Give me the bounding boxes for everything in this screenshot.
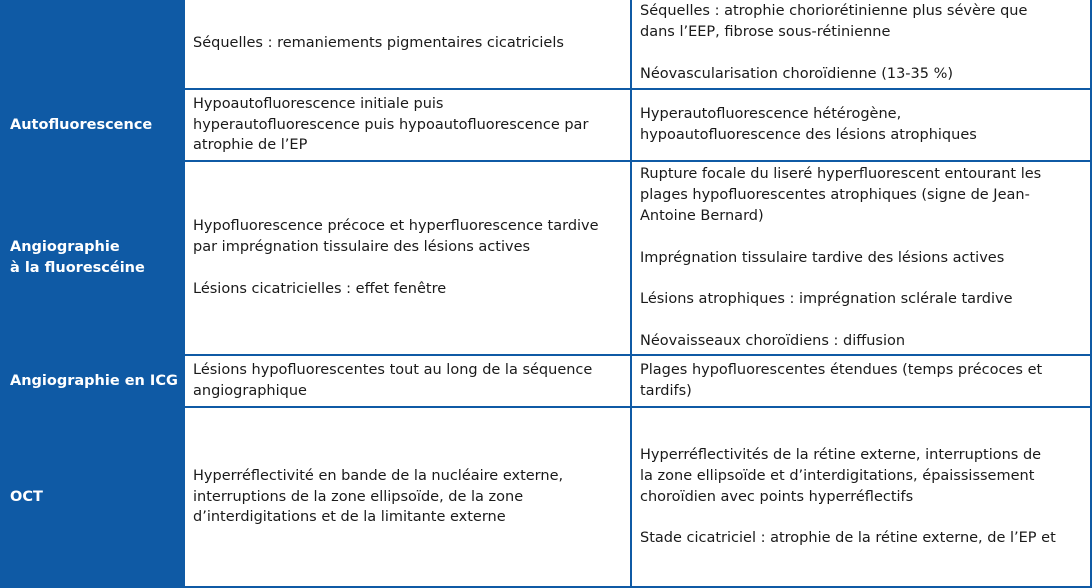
cell-col2-angiographie-fluoresceine <box>631 161 1091 355</box>
cell-text: hyperautofluorescence puis hypoautofluorescence par <box>193 116 589 133</box>
cell-text: Hyperréflectivité en bande de la nucléaire externe, <box>193 467 564 484</box>
cell-text: Plages hypofluorescentes étendues (temps précoces et <box>640 362 1043 379</box>
row-header-empty <box>1 0 184 89</box>
cell-text: Séquelles : remaniements pigmentaires cicatriciels <box>193 34 564 51</box>
table-row-sequelles <box>1 0 1091 89</box>
cell-text: atrophie de l’EP <box>193 137 308 154</box>
cell-col1-angiographie-icg <box>184 355 631 407</box>
cell-text: la zone ellipsoïde et d’interdigitations, épaississement <box>640 467 1035 484</box>
table-row-angiographie-fluoresceine <box>1 161 1091 355</box>
cell-text: Imprégnation tissulaire tardive des lésions actives <box>640 249 1005 266</box>
cell-text: Stade cicatriciel : atrophie de la rétine externe, de l’EP et <box>640 530 1056 547</box>
cell-col2-oct <box>631 407 1091 587</box>
cell-col1-oct <box>184 407 631 587</box>
table-row-autofluorescence <box>1 89 1091 161</box>
cell-text: Néovaisseaux choroïdiens : diffusion <box>640 332 906 349</box>
cell-text: interruptions de la zone ellipsoïde, de la zone <box>193 488 524 505</box>
cell-col2-autofluorescence <box>631 89 1091 161</box>
row-header-label: Angiographie <box>10 239 120 256</box>
cell-text: Néovascularisation choroïdienne (13-35 %) <box>640 65 954 82</box>
cell-text: hypoautofluorescence des lésions atrophiques <box>640 127 977 143</box>
row-header-angiographie-fluoresceine <box>1 161 184 355</box>
cell-text: Hyperautofluorescence hétérogène, <box>640 106 902 123</box>
cell-col2-sequelles <box>631 0 1091 89</box>
cell-text: Rupture focale du liseré hyperfluorescent entourant les <box>640 166 1042 183</box>
cell-text: dans l’EEP, fibrose sous-rétinienne <box>640 24 891 41</box>
row-header-autofluorescence <box>1 89 184 161</box>
cell-text: Séquelles : atrophie choriorétinienne plus sévère que <box>640 3 1028 20</box>
cell-col1-angiographie-fluoresceine <box>184 161 631 355</box>
cell-text: Lésions hypofluorescentes tout au long de la séquence <box>193 362 593 379</box>
cell-text: Hyperréflectivités de la rétine externe, interruptions de <box>640 447 1042 463</box>
row-header-label: Angiographie en ICG <box>10 372 178 389</box>
cell-col2-angiographie-icg <box>631 355 1091 407</box>
row-header-oct <box>1 407 184 587</box>
cell-text: Hypofluorescence précoce et hyperfluorescence tardive <box>193 218 599 235</box>
cell-col1-sequelles <box>184 0 631 89</box>
table-row-oct <box>1 407 1091 587</box>
row-header-label: Autofluorescence <box>10 116 153 133</box>
cell-col1-autofluorescence <box>184 89 631 161</box>
table-row-angiographie-icg <box>1 355 1091 407</box>
cell-text: Lésions cicatricielles : effet fenêtre <box>193 280 447 297</box>
cell-text: tardifs) <box>640 383 692 399</box>
cell-text: par imprégnation tissulaire des lésions actives <box>193 239 531 256</box>
cell-text: Antoine Bernard) <box>640 208 764 224</box>
cell-text: angiographique <box>193 383 307 399</box>
cell-text: choroïdien avec points hyperréflectifs <box>640 488 914 505</box>
cell-text: plages hypofluorescentes atrophiques (signe de Jean- <box>640 187 1030 204</box>
cell-text: Lésions atrophiques : imprégnation sclérale tardive <box>640 291 1013 308</box>
cell-text: d’interdigitations et de la limitante externe <box>193 509 506 526</box>
cell-text: Hypoautofluorescence initiale puis <box>193 95 444 112</box>
row-header-label: OCT <box>10 488 43 505</box>
row-header-label: à la fluorescéine <box>10 260 145 276</box>
row-header-angiographie-icg <box>1 355 184 407</box>
